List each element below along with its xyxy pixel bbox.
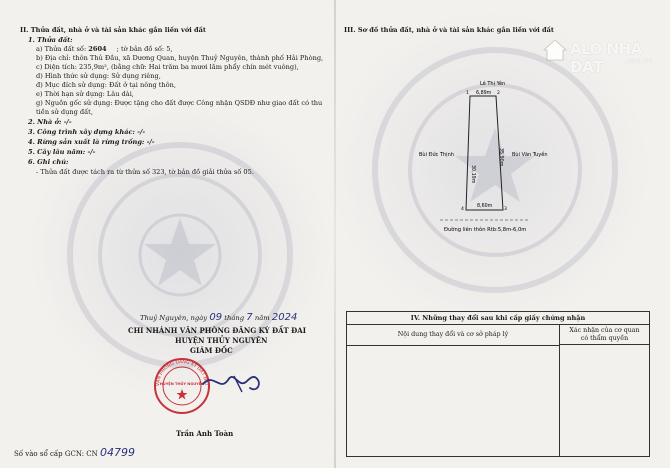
- land-heading: 1. Thửa đất:: [28, 36, 73, 44]
- term-line: e) Thời hạn sử dụng: Lâu dài,: [36, 90, 134, 98]
- certificate-number-line: [14, 446, 136, 459]
- parcel-sketch: [400, 70, 580, 250]
- stamp-ring-text: VĂN PHÒNG ĐĂNG KÝ ĐẤT ĐAI: [155, 359, 208, 387]
- origin-line-1: g) Nguồn gốc sử dụng: Được tặng cho đất được Công nhận QSDĐ như giao đất có thu: [36, 99, 323, 107]
- notes-text: - Thửa đất được tách ra từ thửa số 323, tờ bản đồ giải thửa số 05.: [36, 168, 254, 176]
- org-name-2: HUYỆN THỦY NGUYÊN: [175, 336, 268, 345]
- right-edge-length: 35,90m: [498, 148, 503, 167]
- corner-4: 4: [461, 207, 464, 212]
- sign-year: 2024: [271, 312, 298, 323]
- section-ii-title: II. Thửa đất, nhà ở và tài sản khác gắn liền với đất: [20, 26, 206, 34]
- north-neighbor: Lê Thị Yên: [480, 81, 506, 87]
- house-line: 2. Nhà ở: -/-: [28, 118, 72, 126]
- house-icon: [542, 38, 568, 62]
- sign-month: 7: [246, 312, 253, 323]
- section-iii-title: III. Sơ đồ thửa đất, nhà ở và tài sản khác gắn liền với đất: [344, 26, 554, 34]
- usage-form-line: d) Hình thức sử dụng: Sử dụng riêng,: [36, 72, 161, 80]
- sign-year-label: năm: [254, 314, 270, 322]
- signer-name: Trần Anh Toàn: [176, 429, 234, 438]
- sign-month-label: tháng: [224, 314, 245, 322]
- corner-2: 2: [497, 91, 500, 96]
- director-title: GIÁM ĐỐC: [190, 346, 233, 355]
- area-line: c) Diện tích: 235,9m², (bằng chữ: Hai trăm ba mươi lăm phẩy chín mét vuông),: [36, 63, 299, 71]
- column-header-confirmation-line-2: có thẩm quyền: [580, 335, 629, 342]
- construction-line: 3. Công trình xây dựng khác: -/-: [28, 128, 146, 136]
- bottom-edge-length: 8,60m: [477, 204, 493, 209]
- column-divider: [559, 345, 560, 456]
- sign-day: 09: [209, 312, 223, 323]
- parcel-line: [36, 45, 173, 53]
- map-sheet: ; tờ bản đồ số: 5,: [116, 45, 173, 53]
- watermark-logo: [540, 36, 660, 76]
- left-edge-length: 30,19m: [470, 165, 475, 184]
- east-neighbor: Bùi Văn Tuyền: [512, 152, 548, 158]
- certificate-number-label: Số vào sổ cấp GCN: CN: [14, 450, 98, 458]
- forest-line: 4. Rừng sản xuất là rừng trồng: -/-: [28, 138, 155, 146]
- trees-line: 5. Cây lâu năm: -/-: [28, 148, 96, 156]
- parcel-label: a) Thửa đất số:: [36, 45, 89, 53]
- logo-brand-text: ALO NHÀ ĐẤT: [570, 40, 642, 76]
- corner-3: 3: [504, 207, 507, 212]
- address-line: b) Địa chỉ: thôn Thủ Đầu, xã Dương Quan, huyện Thuỷ Nguyên, thành phố Hải Phòng,: [36, 54, 324, 62]
- top-edge-length: 6,89m: [476, 91, 492, 96]
- purpose-line: đ) Mục đích sử dụng: Đất ở tại nông thôn,: [36, 81, 176, 89]
- handwritten-signature: [198, 362, 268, 402]
- west-neighbor: Bùi Đức Thịnh: [419, 152, 454, 158]
- org-name-1: CHI NHÁNH VĂN PHÒNG ĐĂNG KÝ ĐẤT ĐAI: [128, 326, 306, 335]
- certificate-number: 04799: [100, 446, 136, 459]
- stamp-center-text: HUYỆN THỦY NGUYÊN: [159, 382, 205, 386]
- logo-domain-text: .com.vn: [624, 57, 652, 65]
- notes-heading: 6. Ghi chú:: [28, 158, 69, 166]
- column-header-content: Nội dung thay đổi và cơ sở pháp lý: [347, 325, 560, 346]
- sign-place: Thuỷ Nguyên, ngày: [140, 314, 208, 322]
- page-fold: [334, 0, 336, 468]
- parcel-number: 2604: [88, 45, 107, 53]
- origin-line-2: tiền sử dụng đất,: [36, 108, 93, 116]
- road-label: Đường liên thôn Rtb:5,8m-6,0m: [444, 227, 527, 233]
- column-header-confirmation-line-1: Xác nhận của cơ quan: [569, 327, 640, 334]
- changes-table: [346, 311, 650, 457]
- column-header-confirmation: [560, 325, 649, 345]
- signing-date: [140, 314, 297, 322]
- corner-1: 1: [466, 91, 469, 96]
- changes-table-title: IV. Những thay đổi sau khi cấp giấy chứng nhận: [347, 312, 649, 325]
